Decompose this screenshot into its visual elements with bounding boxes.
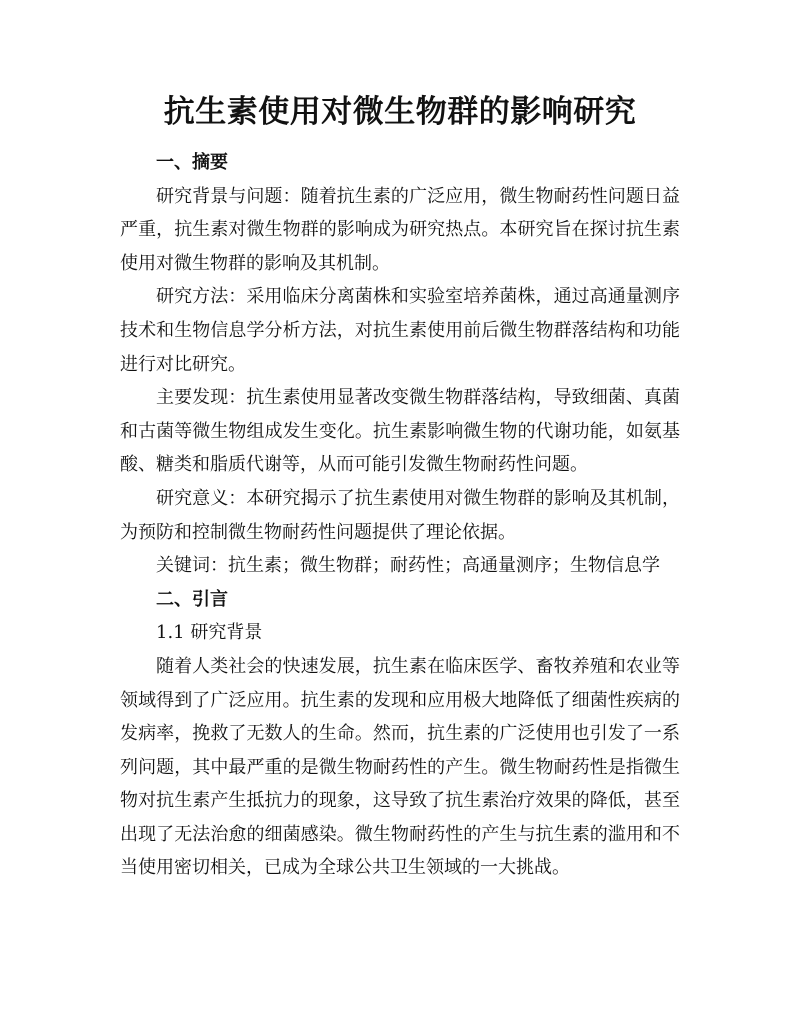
document-title: 抗生素使用对微生物群的影响研究 xyxy=(163,94,637,130)
abstract-significance-paragraph: 研究意义：本研究揭示了抗生素使用对微生物群的影响及其机制，为预防和控制微生物耐药性问题提供了理论依据。 xyxy=(120,487,680,543)
research-background-subheading: 1.1 研究背景 xyxy=(156,622,263,644)
introduction-paragraph: 随着人类社会的快速发展，抗生素在临床医学、畜牧养殖和农业等领域得到了广泛应用。抗生素的发现和应用极大地降低了细菌性疾病的发病率，挽救了无数人的生命。然而，抗生素的广泛使用也引发了一系列问题，其中最严重的是微生物耐药性的产生。微生物耐药性是指微生物对抗生素产生抵抗力的现象，这导致了抗生素治疗效果的降低，甚至出现了无法治愈的细菌感染。微生物耐药性的产生与抗生素的滥用和不当使用密切相关，已成为全球公共卫生领域的一大挑战。 xyxy=(120,655,680,879)
introduction-heading: 二、引言 xyxy=(156,588,228,610)
abstract-heading: 一、摘要 xyxy=(156,152,228,173)
keywords-line: 关键词：抗生素；微生物群；耐药性；高通量测序；生物信息学 xyxy=(156,555,660,577)
abstract-findings-paragraph: 主要发现：抗生素使用显著改变微生物群落结构，导致细菌、真菌和古菌等微生物组成发生变化。抗生素影响微生物的代谢功能，如氨基酸、糖类和脂质代谢等，从而可能引发微生物耐药性问题。 xyxy=(120,387,680,476)
abstract-methods-paragraph: 研究方法：采用临床分离菌株和实验室培养菌株，通过高通量测序技术和生物信息学分析方法，对抗生素使用前后微生物群落结构和功能进行对比研究。 xyxy=(120,286,680,375)
document-body xyxy=(120,146,680,885)
abstract-background-paragraph: 研究背景与问题：随着抗生素的广泛应用，微生物耐药性问题日益严重，抗生素对微生物群的影响成为研究热点。本研究旨在探讨抗生素使用对微生物群的影响及其机制。 xyxy=(120,185,680,274)
